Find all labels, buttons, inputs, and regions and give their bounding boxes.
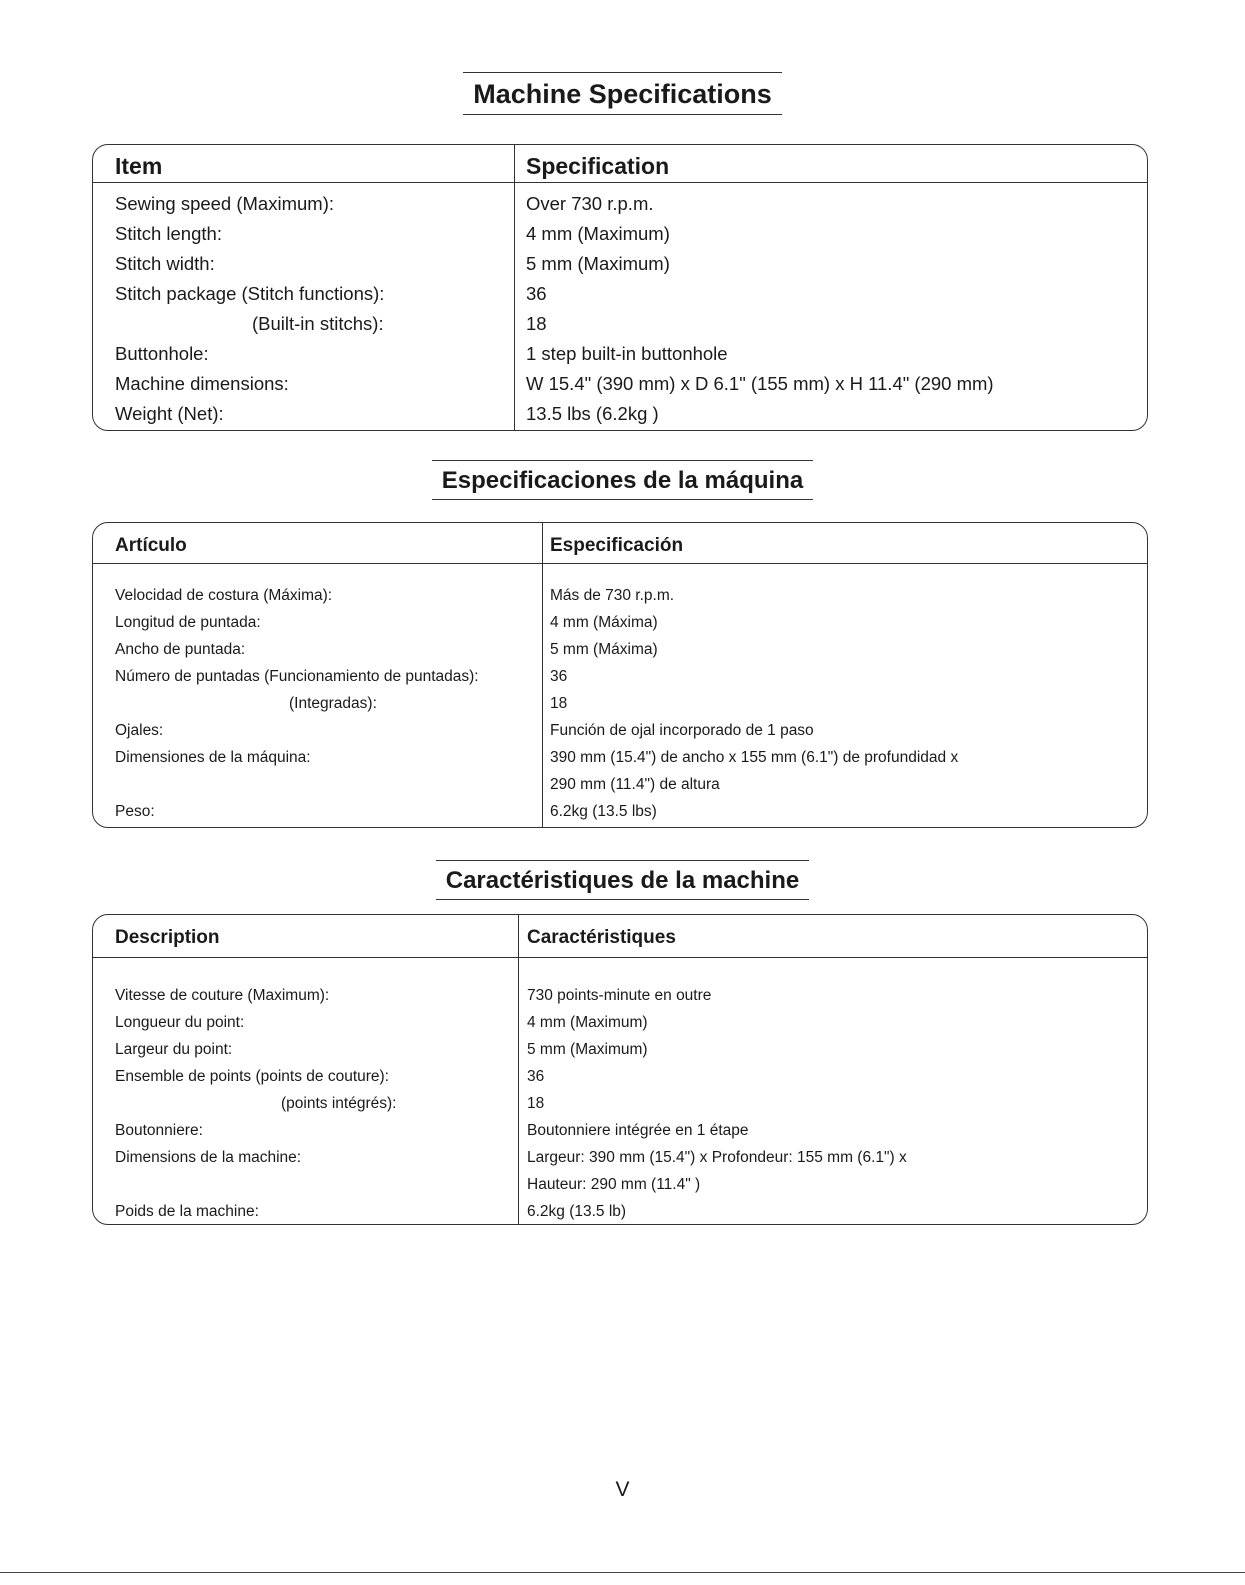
label-longueur: Longueur du point:	[115, 1014, 245, 1031]
label-ojales: Ojales:	[115, 722, 164, 739]
value-stitch-functions: 36	[526, 283, 547, 304]
value-points-couture: 36	[527, 1068, 545, 1085]
column-divider	[514, 145, 515, 430]
label-blank	[115, 771, 479, 798]
value-dimensions-line1: Largeur: 390 mm (15.4") x Profondeur: 155 mm (6.1") x	[527, 1149, 907, 1166]
label-poids: Poids de la machine:	[115, 1203, 259, 1220]
french-spec-table	[92, 914, 1148, 1225]
label-stitch-package: Stitch package (Stitch functions):	[115, 283, 385, 304]
french-labels	[115, 982, 396, 1225]
value-vitesse: 730 points-minute en outre	[527, 987, 712, 1004]
label-points-integres: (points intégrés):	[281, 1095, 397, 1112]
value-funcionamiento: 36	[550, 668, 568, 685]
value-stitch-length: 4 mm (Maximum)	[526, 223, 670, 244]
label-ensemble-points: Ensemble de points (points de couture):	[115, 1068, 389, 1085]
value-boutonniere: Boutonniere intégrée en 1 étape	[527, 1122, 749, 1139]
label-sewing-speed: Sewing speed (Maximum):	[115, 193, 334, 214]
value-velocidad: Más de 730 r.p.m.	[550, 587, 675, 604]
label-stitch-length: Stitch length:	[115, 223, 222, 244]
header-rule	[93, 182, 1147, 183]
value-ancho: 5 mm (Máxima)	[550, 641, 658, 658]
value-largeur: 5 mm (Maximum)	[527, 1041, 648, 1058]
spanish-values	[550, 582, 958, 825]
value-dimensions-line2: Hauteur: 290 mm (11.4" )	[527, 1176, 701, 1193]
caracteristiques-column-header: Caractéristiques	[527, 927, 676, 948]
label-weight: Weight (Net):	[115, 403, 224, 424]
value-stitch-width: 5 mm (Maximum)	[526, 253, 670, 274]
value-built-in-stitches: 18	[526, 313, 547, 334]
value-buttonhole: 1 step built-in buttonhole	[526, 343, 728, 364]
french-section-title: Caractéristiques de la machine	[0, 860, 1245, 900]
value-machine-dimensions: W 15.4" (390 mm) x D 6.1" (155 mm) x H 11.4" (290 mm)	[526, 373, 994, 394]
label-blank	[115, 1171, 396, 1198]
label-stitch-width: Stitch width:	[115, 253, 215, 274]
english-section-title: Machine Specifications	[0, 72, 1245, 115]
value-ojales: Función de ojal incorporado de 1 paso	[550, 722, 814, 739]
label-numero-puntadas: Número de puntadas (Funcionamiento de puntadas):	[115, 668, 479, 685]
label-boutonniere: Boutonniere:	[115, 1122, 203, 1139]
label-built-in-stitches: (Built-in stitchs):	[252, 313, 384, 334]
label-ancho: Ancho de puntada:	[115, 641, 246, 658]
label-machine-dimensions: Machine dimensions:	[115, 373, 289, 394]
value-longitud: 4 mm (Máxima)	[550, 614, 658, 631]
label-longitud: Longitud de puntada:	[115, 614, 261, 631]
label-dimensions: Dimensions de la machine:	[115, 1149, 302, 1166]
articulo-column-header: Artículo	[115, 535, 187, 556]
value-peso: 6.2kg (13.5 lbs)	[550, 803, 657, 820]
english-spec-table	[92, 144, 1148, 431]
spanish-section-title: Especificaciones de la máquina	[0, 460, 1245, 500]
page-number: V	[615, 1478, 630, 1501]
value-dimensiones-line2: 290 mm (11.4") de altura	[550, 776, 720, 793]
label-dimensiones: Dimensiones de la máquina:	[115, 749, 311, 766]
english-values	[526, 189, 994, 429]
value-dimensiones-line1: 390 mm (15.4") de ancho x 155 mm (6.1") de profundidad x	[550, 749, 959, 766]
item-column-header: Item	[115, 153, 163, 179]
spanish-spec-table	[92, 522, 1148, 828]
description-column-header: Description	[115, 927, 220, 948]
value-points-integres: 18	[527, 1095, 545, 1112]
header-rule	[93, 563, 1147, 564]
label-vitesse: Vitesse de couture (Maximum):	[115, 987, 330, 1004]
label-buttonhole: Buttonhole:	[115, 343, 209, 364]
english-labels	[115, 189, 384, 429]
value-weight: 13.5 lbs (6.2kg )	[526, 403, 659, 424]
column-divider	[542, 523, 543, 827]
label-peso: Peso:	[115, 803, 155, 820]
label-integradas: (Integradas):	[289, 695, 377, 712]
bottom-rule	[0, 1572, 1245, 1573]
especificacion-column-header: Especificación	[550, 535, 684, 556]
value-longueur: 4 mm (Maximum)	[527, 1014, 648, 1031]
specification-column-header: Specification	[526, 153, 670, 179]
value-integradas: 18	[550, 695, 568, 712]
header-rule	[93, 957, 1147, 958]
spanish-labels	[115, 582, 479, 825]
value-sewing-speed: Over 730 r.p.m.	[526, 193, 654, 214]
column-divider	[518, 915, 519, 1224]
value-poids: 6.2kg (13.5 lb)	[527, 1203, 627, 1220]
label-velocidad: Velocidad de costura (Máxima):	[115, 587, 333, 604]
french-values	[527, 982, 907, 1225]
label-largeur: Largeur du point:	[115, 1041, 233, 1058]
